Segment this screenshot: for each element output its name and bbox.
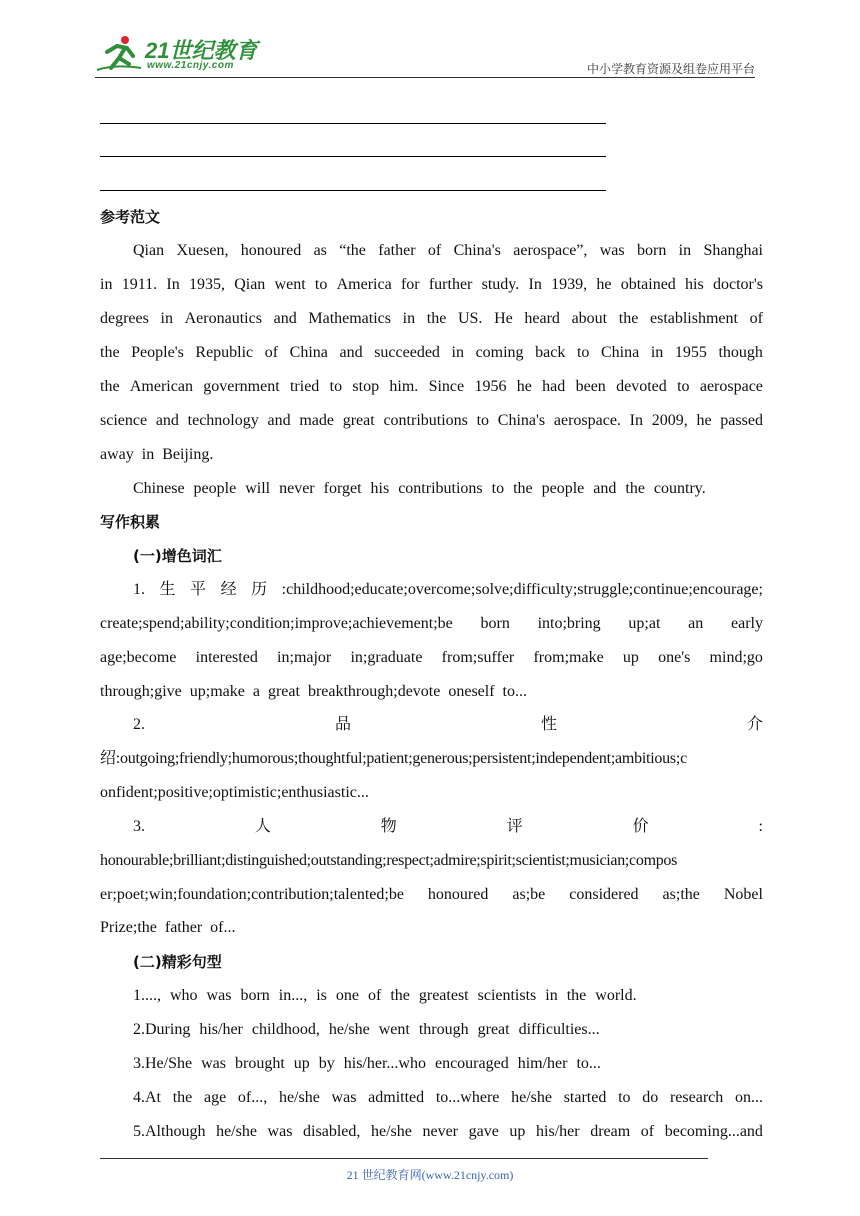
sentence-item: 1...., who was born in..., is one of the greatest scientists in the world. [133, 987, 637, 1004]
word: to [576, 344, 590, 361]
word: 平 [190, 581, 207, 598]
vocab-word: : [758, 818, 763, 835]
word: degrees [100, 310, 149, 327]
word: Aeronautics [184, 310, 262, 327]
word: In [166, 276, 180, 293]
word: up;at [628, 615, 661, 632]
word: further [428, 276, 473, 293]
word: in [678, 242, 692, 259]
word: had [542, 378, 566, 395]
word: of [749, 310, 763, 327]
word: been [575, 378, 606, 395]
word: started [563, 1089, 607, 1106]
word: and [155, 412, 179, 429]
word: him. [389, 378, 419, 395]
word: Qian [234, 276, 266, 293]
word: about [571, 310, 608, 327]
vocab-line [100, 885, 763, 905]
word: the [100, 378, 120, 395]
word: for [400, 276, 420, 293]
word: aerospace [699, 378, 763, 395]
word: in [100, 276, 113, 293]
word: government [203, 378, 280, 395]
word: up [622, 649, 639, 666]
word: 1911. [121, 276, 158, 293]
word: dream [590, 1123, 631, 1140]
word: China [601, 344, 640, 361]
word: to [618, 1089, 631, 1106]
essay-line [100, 275, 763, 295]
word: aerospace”, [513, 242, 588, 259]
logo-url: www.21cnjy.com [147, 60, 234, 71]
word: to [476, 412, 490, 429]
word: 经 [220, 581, 237, 598]
word: into;bring [537, 615, 601, 632]
vocab-line [100, 614, 763, 634]
word: 1955 [674, 344, 707, 361]
vocab-line: onfident;positive;optimistic;enthusiastic... [100, 784, 369, 801]
word: Republic [195, 344, 254, 361]
word: though [718, 344, 763, 361]
word: of..., [237, 1089, 268, 1106]
word: devoted [616, 378, 667, 395]
word: he [596, 276, 612, 293]
word: he/she [370, 1123, 412, 1140]
word: aerospace. [553, 412, 621, 429]
word: in [160, 310, 173, 327]
vocab-word: 2. [133, 716, 145, 733]
word: honoured [427, 886, 489, 903]
writing-heading: 写作积累 [100, 513, 161, 531]
word: :childhood;educate;overcome;solve;difficulty;struggle;continue;encourage; [281, 581, 763, 598]
word: in [451, 344, 464, 361]
word: 4.At [133, 1089, 161, 1106]
footer-divider [100, 1158, 708, 1159]
header-divider [95, 77, 755, 78]
word: American [129, 378, 193, 395]
word: gave [468, 1123, 499, 1140]
word: he [696, 412, 712, 429]
word: of [264, 344, 279, 361]
word: an [688, 615, 704, 632]
vocab-word: 性 [540, 716, 557, 733]
word: study. [481, 276, 520, 293]
word: of [640, 1123, 655, 1140]
word: up [509, 1123, 526, 1140]
word: as;the [662, 886, 700, 903]
word: to [314, 276, 328, 293]
word: 1. [133, 581, 145, 598]
word: he [516, 378, 532, 395]
word: becoming...and [664, 1123, 763, 1140]
word: science [100, 412, 148, 429]
word: born [636, 242, 667, 259]
word: 1939, [551, 276, 588, 293]
word: and [267, 412, 291, 429]
word: Mathematics [308, 310, 391, 327]
word: create;spend;ability;condition;improve;achievement;be [100, 615, 453, 632]
answer-line [100, 123, 606, 124]
vocab-heading: (一)增色词汇 [133, 547, 222, 565]
word: of [427, 242, 442, 259]
vocab-word: 评 [506, 818, 523, 835]
word: heard [524, 310, 560, 327]
word: was [599, 242, 625, 259]
word: Since [428, 378, 465, 395]
vocab-word: 介 [746, 716, 763, 733]
runner-logo-icon [95, 34, 143, 74]
word: great [342, 412, 375, 429]
page-header [95, 30, 755, 78]
word: He [494, 310, 513, 327]
page-footer: 21 世纪教育网(www.21cnjy.com) [346, 1168, 514, 1182]
vocab-word: 3. [133, 818, 145, 835]
vocab-word: 物 [380, 818, 397, 835]
word: stop [352, 378, 380, 395]
vocab-line: honourable;brilliant;distinguished;outstanding;respect;admire;spirit;scientist;musician;compos [100, 852, 678, 869]
word: and [273, 310, 297, 327]
word: back [535, 344, 566, 361]
vocab-line: Prize;the father of... [100, 919, 236, 936]
word: and [339, 344, 363, 361]
word: US. [457, 310, 483, 327]
word: establishment [649, 310, 738, 327]
answer-line [100, 156, 606, 157]
vocab-line-spread [133, 817, 763, 837]
essay-heading: 参考范文 [100, 208, 161, 226]
word: disabled, [303, 1123, 361, 1140]
word: born [480, 615, 510, 632]
vocab-word: 品 [334, 716, 351, 733]
answer-line [100, 190, 606, 191]
word: mind;go [709, 649, 763, 666]
word: er;poet;win;foundation;contribution;talented;be [100, 886, 404, 903]
word: age;become [100, 649, 177, 666]
word: considered [569, 886, 639, 903]
word: In [629, 412, 643, 429]
word: passed [720, 412, 763, 429]
word: in;graduate [350, 649, 423, 666]
word: was [331, 1089, 357, 1106]
vocab-line-spread [133, 715, 763, 735]
essay-line [100, 411, 763, 431]
word: 生 [159, 581, 176, 598]
vocab-line: through;give up;make a great breakthrough;devote oneself to... [100, 683, 527, 700]
word: on... [734, 1089, 763, 1106]
word: one's [658, 649, 691, 666]
word: from;make [533, 649, 604, 666]
word: China's [453, 242, 501, 259]
word: doctor's [712, 276, 763, 293]
word: his [685, 276, 704, 293]
word: People's [131, 344, 184, 361]
word: coming [475, 344, 524, 361]
word: he/she [278, 1089, 320, 1106]
sentence-item: 2.During his/her childhood, he/she went through great difficulties... [133, 1021, 600, 1038]
word: 1935, [188, 276, 225, 293]
essay-line [100, 309, 763, 329]
word: went [274, 276, 306, 293]
word: obtained [620, 276, 676, 293]
word: the [172, 1089, 193, 1106]
word: interested [195, 649, 258, 666]
word: age [203, 1089, 227, 1106]
vocab-line [100, 648, 763, 668]
word: father [378, 242, 416, 259]
vocab-line: 绍:outgoing;friendly;humorous;thoughtful;patient;generous;persistent;independent;ambitious;c [100, 750, 687, 767]
word: the [618, 310, 639, 327]
logo-text: 21世纪教育 [145, 38, 258, 63]
word: to [329, 378, 343, 395]
word: in [402, 310, 416, 327]
word: contributions [383, 412, 468, 429]
word: as;be [512, 886, 546, 903]
sentence-item [133, 1122, 763, 1142]
sentence-item: 3.He/She was brought up by his/her...who encouraged him/her to... [133, 1055, 601, 1072]
word: from;suffer [441, 649, 515, 666]
word: honoured [240, 242, 302, 259]
word: Qian [133, 242, 165, 259]
word: to [677, 378, 690, 395]
word: technology [187, 412, 259, 429]
word: 5.Although [133, 1123, 206, 1140]
vocab-word: 人 [254, 818, 271, 835]
word: China's [497, 412, 546, 429]
word: his/her [536, 1123, 580, 1140]
essay-line [100, 377, 763, 397]
word: “the [339, 242, 366, 259]
word: Nobel [723, 886, 763, 903]
word: succeeded [374, 344, 440, 361]
essay-line: Chinese people will never forget his contributions to the people and the country. [133, 480, 706, 497]
word: made [299, 412, 334, 429]
word: in;major [277, 649, 332, 666]
word: Shanghai [703, 242, 763, 259]
word: early [730, 615, 763, 632]
word: admitted [368, 1089, 425, 1106]
word: America [336, 276, 392, 293]
word: In [528, 276, 542, 293]
word: tried [289, 378, 320, 395]
word: in [650, 344, 664, 361]
word: 1956 [474, 378, 507, 395]
essay-line [100, 343, 763, 363]
word: Xuesen, [176, 242, 229, 259]
vocab-line [133, 580, 763, 600]
word: to...where [435, 1089, 500, 1106]
platform-name: 中小学教育资源及组卷应用平台 [586, 62, 755, 76]
essay-line [133, 241, 763, 261]
word: as [313, 242, 327, 259]
word: he/she [216, 1123, 257, 1140]
word: 2009, [651, 412, 688, 429]
essay-line: away in Beijing. [100, 446, 214, 463]
word: he/she [511, 1089, 552, 1106]
word: was [267, 1123, 293, 1140]
word: never [422, 1123, 458, 1140]
vocab-word: 价 [632, 818, 649, 835]
word: the [100, 344, 120, 361]
word: China [289, 344, 328, 361]
word: the [426, 310, 447, 327]
word: 历 [251, 581, 268, 598]
word: research [669, 1089, 724, 1106]
sentence-item [133, 1088, 763, 1108]
word: do [642, 1089, 659, 1106]
sentence-heading: (二)精彩句型 [133, 953, 222, 971]
